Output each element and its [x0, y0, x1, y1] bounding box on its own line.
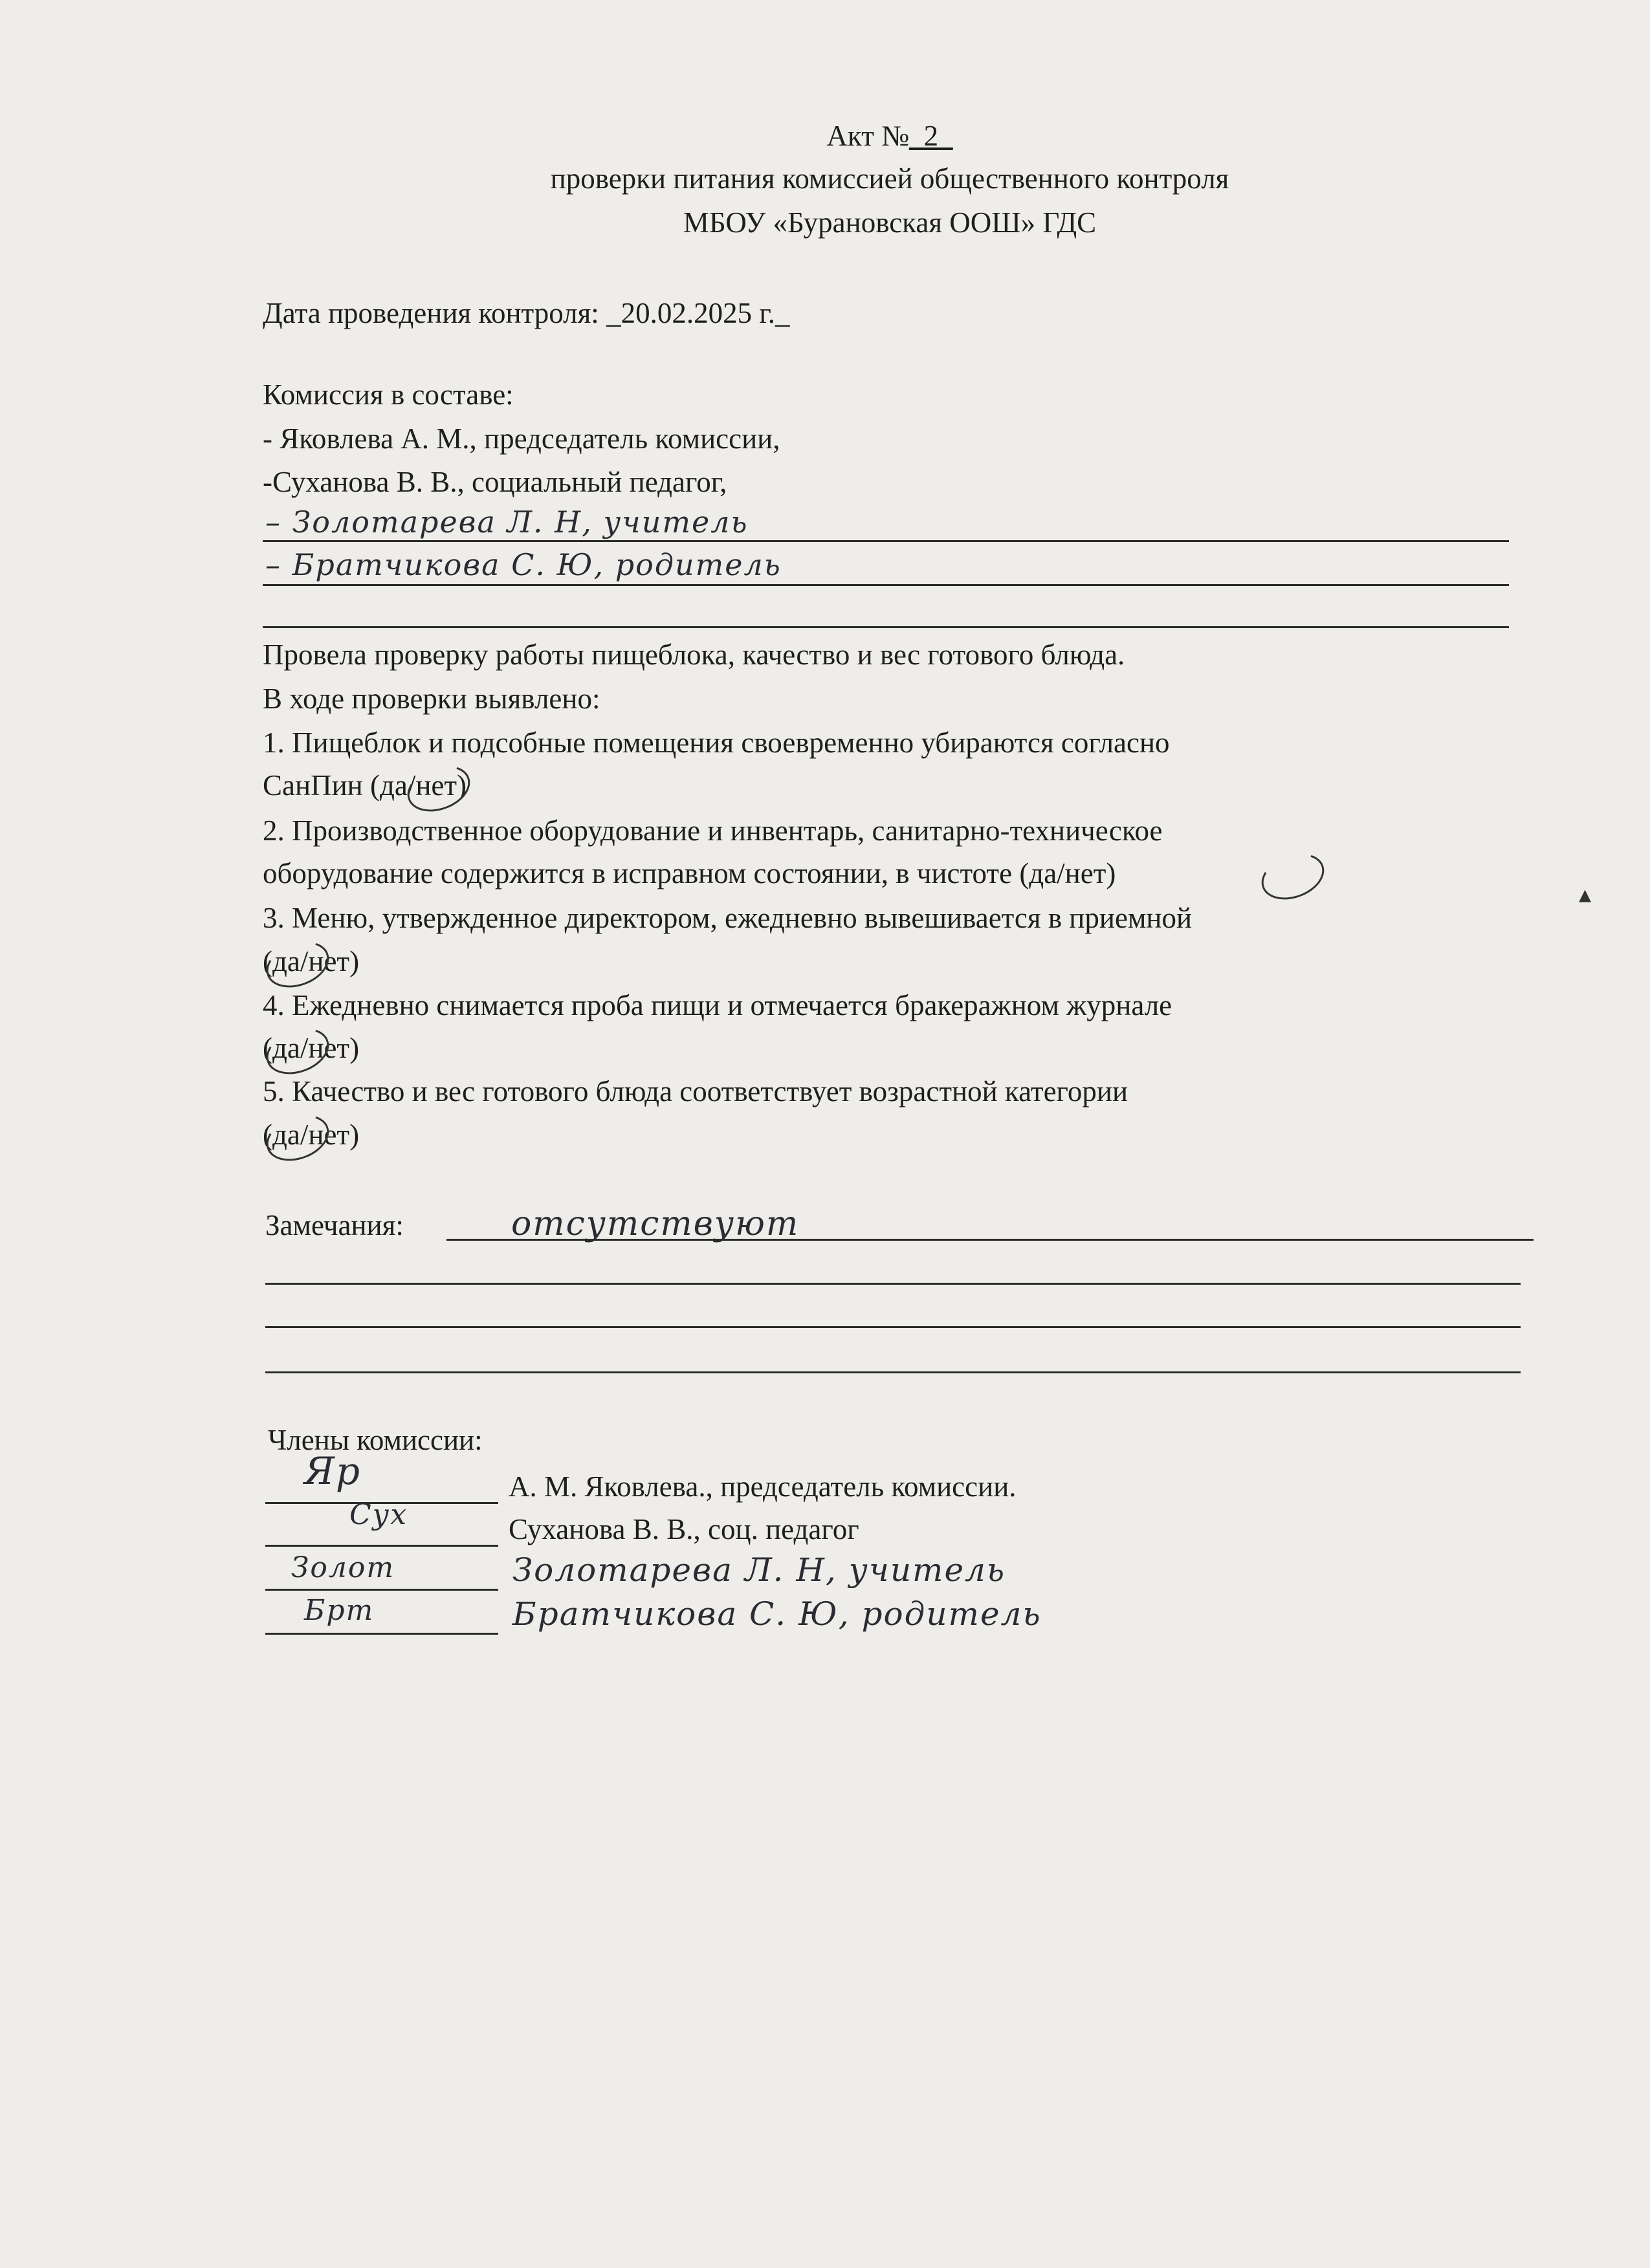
act-subtitle: проверки питания комиссией общественного контроля — [550, 162, 1229, 195]
item-5-line-2: (да/нет) — [263, 1118, 360, 1151]
member-name-2: Суханова В. В., соц. педагог — [509, 1513, 859, 1545]
member-line-3 — [263, 626, 1509, 628]
signature-2: Сух — [349, 1498, 408, 1531]
signature-1: Яр — [304, 1449, 361, 1493]
scan-mark: ▴ — [1579, 881, 1592, 908]
commission-member-1: - Яковлева А. М., председатель комиссии, — [263, 422, 780, 455]
signature-line-4 — [265, 1633, 498, 1635]
remarks-label: Замечания: — [265, 1209, 404, 1241]
answer-circle-3 — [260, 933, 336, 996]
school-name: МБОУ «Бурановская ООШ» ГДС — [683, 206, 1097, 239]
item-4-line-1: 4. Ежедневно снимается проба пищи и отмечается бракеражном журнале — [263, 989, 1172, 1021]
item-3-line-2: (да/нет) — [263, 945, 360, 977]
remarks-line-2 — [265, 1283, 1521, 1285]
member-name-3: Золотарева Л. Н, учитель — [512, 1551, 1006, 1589]
member-name-4: Братчикова С. Ю, родитель — [512, 1595, 1042, 1633]
remarks-handwritten: отсутствуют — [511, 1205, 800, 1243]
item-4-line-2: (да/нет) — [263, 1032, 360, 1064]
answer-circle-4 — [260, 1020, 336, 1082]
item-2-line-1: 2. Производственное оборудование и инвентарь, санитарно-техническое — [263, 814, 1163, 847]
answer-circle-1 — [401, 758, 477, 820]
handwritten-member-4: – Братчикова С. Ю, родитель — [265, 547, 782, 582]
members-heading: Члены комиссии: — [268, 1424, 483, 1456]
answer-circle-2 — [1255, 845, 1331, 908]
answer-circle-5 — [260, 1107, 336, 1169]
item-2-line-2: оборудование содержится в исправном состоянии, в чистоте (да/нет) — [263, 857, 1116, 889]
item-5-line-1: 5. Качество и вес готового блюда соответствует возрастной категории — [263, 1075, 1128, 1107]
member-name-1: А. М. Яковлева., председатель комиссии. — [509, 1470, 1017, 1503]
signature-line-3 — [265, 1589, 498, 1591]
member-line-2 — [263, 584, 1509, 586]
item-3-line-1: 3. Меню, утвержденное директором, ежедневно вывешивается в приемной — [263, 902, 1193, 934]
remarks-line-1 — [446, 1239, 1534, 1241]
remarks-line-4 — [265, 1371, 1521, 1373]
inspection-found: В ходе проверки выявлено: — [263, 682, 600, 715]
item-1-line-2: СанПин (да/нет) — [263, 769, 467, 801]
commission-heading: Комиссия в составе: — [263, 378, 514, 411]
commission-member-2: -Суханова В. В., социальный педагог, — [263, 466, 727, 498]
item-1-line-1: 1. Пищеблок и подсобные помещения своевременно убираются согласно — [263, 726, 1170, 759]
remarks-line-3 — [265, 1326, 1521, 1328]
signature-3: Золот — [291, 1551, 395, 1584]
control-date: Дата проведения контроля: _20.02.2025 г._ — [263, 297, 790, 329]
member-line-1 — [263, 540, 1509, 542]
signature-line-2 — [265, 1545, 498, 1547]
signature-4: Брт — [304, 1594, 375, 1627]
inspection-intro: Провела проверку работы пищеблока, качество и вес готового блюда. — [263, 638, 1125, 671]
act-title: Акт №_2_ — [826, 120, 953, 152]
handwritten-member-3: – Золотарева Л. Н, учитель — [265, 505, 749, 540]
